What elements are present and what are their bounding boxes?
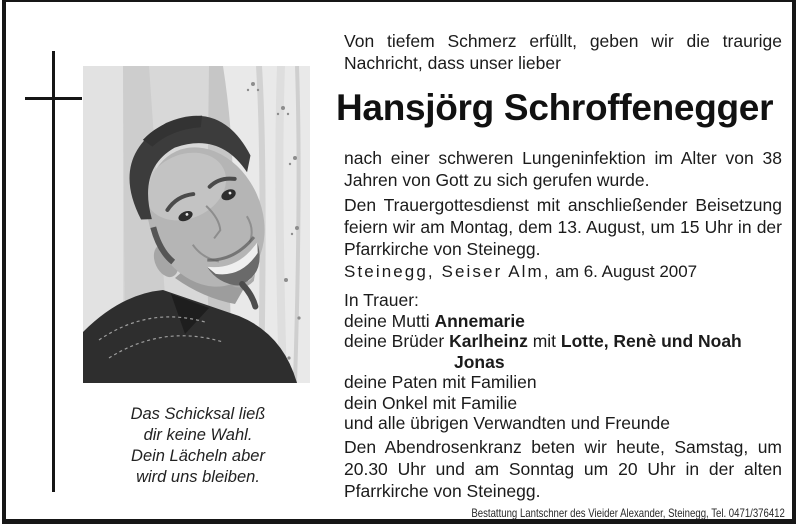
border-top bbox=[2, 0, 796, 2]
mourner-line: deine Paten mit Familien bbox=[344, 372, 537, 392]
epitaph-verse bbox=[93, 404, 303, 488]
portrait-photo-drawing bbox=[83, 66, 310, 383]
funeral-service-info: Den Trauergottesdienst mit anschließender Beisetzung feiern wir am Montag, dem 13. August, um 15 Uhr in der Pfarrkirche von Steinegg. bbox=[344, 195, 782, 259]
mourner-line: deine Mutti Annemarie bbox=[344, 310, 525, 331]
mourner-line: dein Onkel mit Familie bbox=[344, 392, 518, 413]
dateline-places: Steinegg, Seiser Alm, bbox=[344, 262, 551, 281]
mourner-line: Jonas bbox=[454, 351, 505, 372]
epitaph-line: Dein Lächeln aber bbox=[131, 447, 265, 465]
border-right bbox=[792, 0, 796, 524]
portrait-photo bbox=[83, 66, 310, 383]
intro-text: Von tiefem Schmerz erfüllt, geben wir die traurige Nachricht, dass unser lieber bbox=[344, 31, 782, 73]
rosary-info: Den Abendrosenkranz beten wir heute, Samstag, um 20.30 Uhr und am Sonntag um 20 Uhr in der alten Pfarrkirche von Steinegg. bbox=[344, 437, 782, 501]
cross-horizontal-bar bbox=[25, 97, 82, 100]
dateline bbox=[344, 262, 782, 282]
epitaph-line: wird uns bleiben. bbox=[136, 468, 260, 486]
mourners-heading: In Trauer: bbox=[344, 290, 419, 310]
deceased-name: Hansjörg Schroffenegger bbox=[336, 87, 774, 128]
epitaph-line: dir keine Wahl. bbox=[143, 426, 253, 444]
mourners-list bbox=[344, 290, 782, 434]
border-left bbox=[2, 0, 6, 524]
funeral-home-line: Bestattung Lantschner des Vieider Alexander, Steinegg, Tel. 0471/376412 bbox=[471, 506, 785, 520]
death-announcement: nach einer schweren Lungeninfektion im Alter von 38 Jahren von Gott zu sich gerufen wurde. bbox=[344, 148, 782, 190]
cross-vertical-bar bbox=[52, 51, 55, 492]
epitaph-line: Das Schicksal ließ bbox=[130, 405, 266, 423]
dateline-date: am 6. August 2007 bbox=[550, 262, 698, 281]
mourner-line: und alle übrigen Verwandten und Freunde bbox=[344, 413, 670, 433]
mourner-line: deine Brüder Karlheinz mit Lotte, Renè und Noah bbox=[344, 331, 742, 351]
